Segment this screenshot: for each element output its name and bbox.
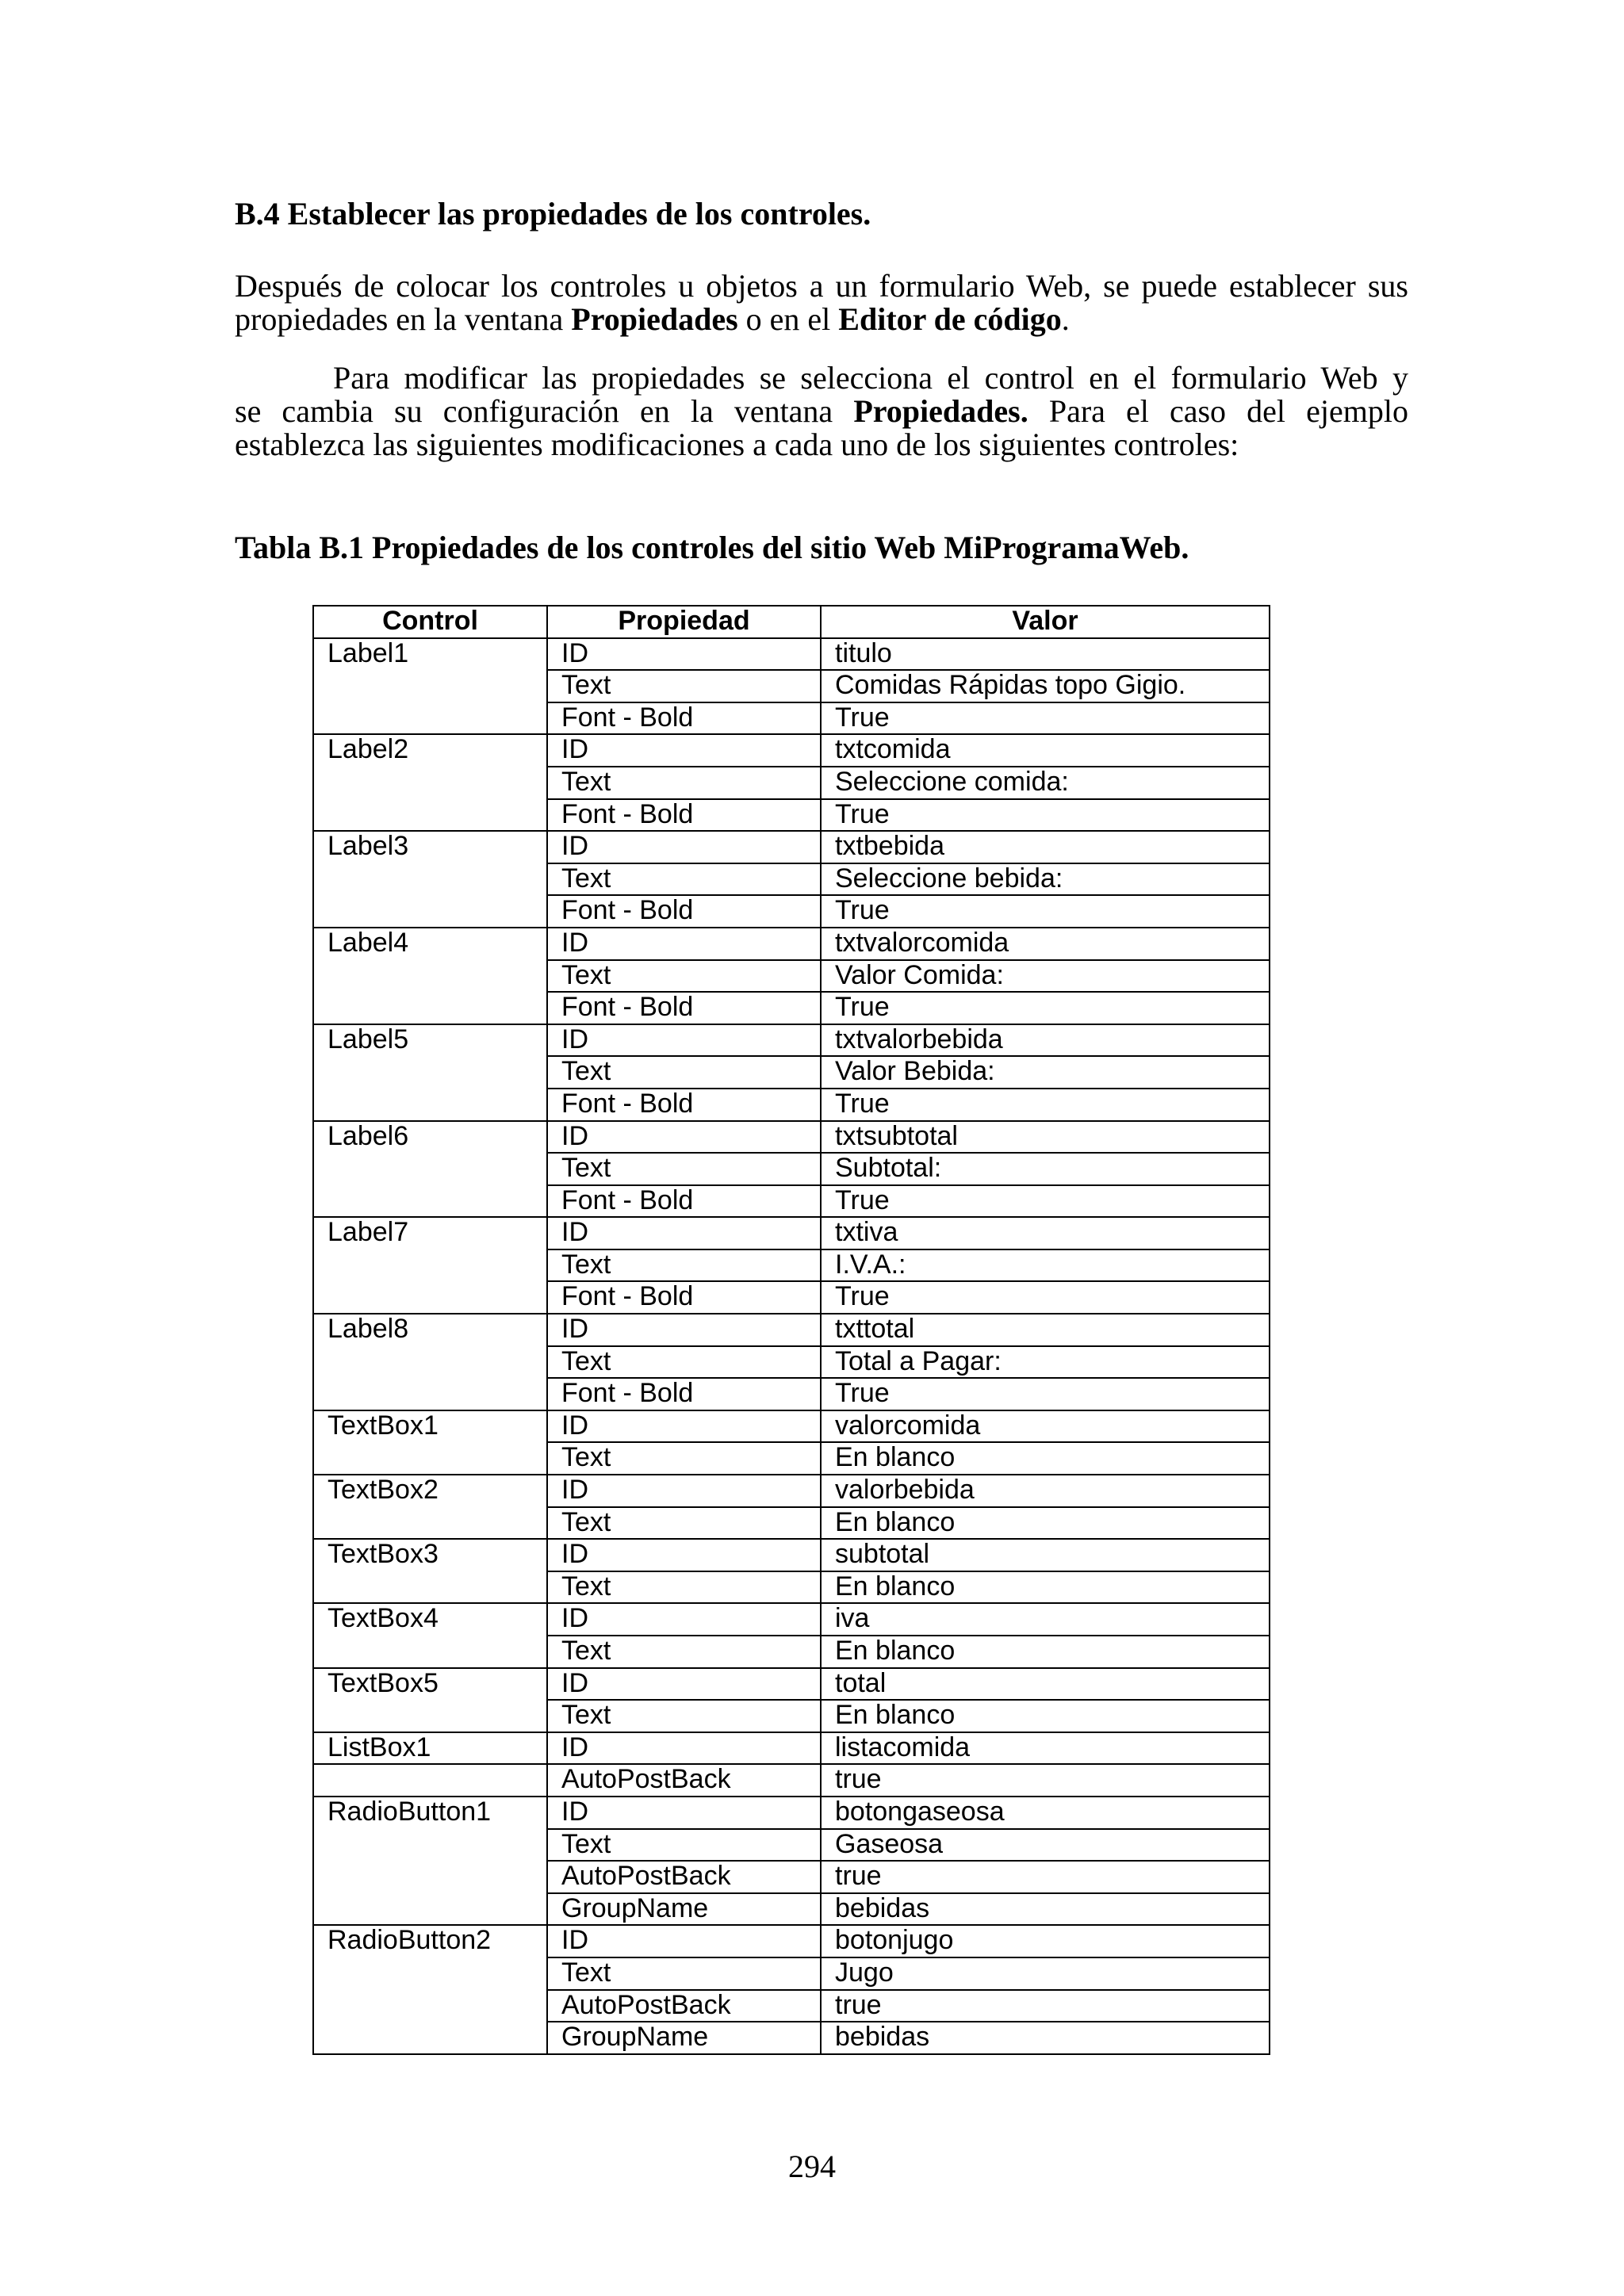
value-cell: total <box>821 1668 1270 1701</box>
table-row <box>313 1024 1270 1057</box>
propiedades-term: Propiedades. <box>853 393 1028 429</box>
value-cell: true <box>821 1764 1270 1797</box>
value-cell: True <box>821 702 1270 735</box>
table-row <box>313 1893 1270 1926</box>
property-cell: ID <box>547 1024 821 1057</box>
property-cell: ID <box>547 1668 821 1701</box>
control-cell-empty <box>313 1249 547 1282</box>
control-name-cell: ListBox1 <box>313 1732 547 1765</box>
control-name-cell: TextBox4 <box>313 1603 547 1636</box>
table-row <box>313 1668 1270 1701</box>
value-cell: True <box>821 1281 1270 1314</box>
table-row <box>313 1764 1270 1797</box>
property-cell: ID <box>547 1314 821 1346</box>
control-cell-empty <box>313 1378 547 1410</box>
table-row <box>313 1861 1270 1893</box>
control-cell-empty <box>313 670 547 702</box>
value-cell: Seleccione bebida: <box>821 863 1270 896</box>
table-row <box>313 1153 1270 1185</box>
value-cell: txttotal <box>821 1314 1270 1346</box>
property-cell: Text <box>547 1153 821 1185</box>
table-body <box>313 638 1270 2054</box>
property-cell: Text <box>547 1442 821 1475</box>
control-name-cell: RadioButton2 <box>313 1925 547 1957</box>
table-row <box>313 831 1270 863</box>
control-cell-empty <box>313 1507 547 1540</box>
value-cell: botonjugo <box>821 1925 1270 1957</box>
instruction-line-1: Para modificar las propiedades se selecciona el control en el formulario Web y <box>333 360 1408 396</box>
value-cell: Subtotal: <box>821 1153 1270 1185</box>
control-name-cell: Label2 <box>313 734 547 767</box>
control-name-cell: RadioButton1 <box>313 1797 547 1829</box>
control-name-cell: Label4 <box>313 928 547 960</box>
value-cell: Gaseosa <box>821 1829 1270 1862</box>
property-cell: Text <box>547 1957 821 1990</box>
value-cell: True <box>821 1089 1270 1121</box>
value-cell: txtsubtotal <box>821 1121 1270 1154</box>
property-cell: ID <box>547 1475 821 1507</box>
control-cell-empty <box>313 1764 547 1797</box>
control-name-cell: TextBox1 <box>313 1410 547 1443</box>
control-cell-empty <box>313 2022 547 2054</box>
property-cell: Text <box>547 1507 821 1540</box>
table-row <box>313 1410 1270 1443</box>
property-cell: Text <box>547 960 821 993</box>
header-propiedad: Propiedad <box>547 606 821 638</box>
instruction-text: Para el caso del ejemplo <box>1028 393 1409 429</box>
intro-text: . <box>1061 301 1070 337</box>
table-row <box>313 1990 1270 2022</box>
table-row <box>313 1957 1270 1990</box>
value-cell: En blanco <box>821 1507 1270 1540</box>
control-cell-empty <box>313 1056 547 1089</box>
property-cell: Font - Bold <box>547 1185 821 1218</box>
table-row <box>313 1217 1270 1249</box>
control-cell-empty <box>313 1089 547 1121</box>
property-cell: ID <box>547 831 821 863</box>
control-name-cell: TextBox2 <box>313 1475 547 1507</box>
property-cell: Font - Bold <box>547 1378 821 1410</box>
table-row <box>313 1636 1270 1668</box>
table-row <box>313 1056 1270 1089</box>
instruction-text: se cambia su configuración en la ventana <box>235 393 854 429</box>
value-cell: True <box>821 895 1270 928</box>
table-row <box>313 1378 1270 1410</box>
control-cell-empty <box>313 895 547 928</box>
value-cell: Seleccione comida: <box>821 767 1270 799</box>
control-name-cell: Label1 <box>313 638 547 671</box>
table-row <box>313 1281 1270 1314</box>
property-cell: GroupName <box>547 2022 821 2054</box>
property-cell: ID <box>547 1797 821 1829</box>
control-cell-empty <box>313 1571 547 1604</box>
control-name-cell: Label8 <box>313 1314 547 1346</box>
value-cell: subtotal <box>821 1539 1270 1571</box>
control-cell-empty <box>313 1861 547 1893</box>
value-cell: botongaseosa <box>821 1797 1270 1829</box>
property-cell: ID <box>547 1732 821 1765</box>
property-cell: Text <box>547 670 821 702</box>
value-cell: txtiva <box>821 1217 1270 1249</box>
value-cell: Valor Bebida: <box>821 1056 1270 1089</box>
property-cell: Text <box>547 1249 821 1282</box>
table-row <box>313 863 1270 896</box>
instruction-line-3: establezca las siguientes modificaciones a cada uno de los siguientes controles: <box>235 427 1239 462</box>
value-cell: valorbebida <box>821 1475 1270 1507</box>
property-cell: Font - Bold <box>547 702 821 735</box>
property-cell: ID <box>547 1410 821 1443</box>
property-cell: Text <box>547 767 821 799</box>
control-cell-empty <box>313 1153 547 1185</box>
table-row <box>313 992 1270 1024</box>
table-row <box>313 1185 1270 1218</box>
property-cell: Text <box>547 1056 821 1089</box>
page-number: 294 <box>788 2149 836 2184</box>
value-cell: titulo <box>821 638 1270 671</box>
table-row <box>313 638 1270 671</box>
table-caption: Tabla B.1 Propiedades de los controles del sitio Web MiProgramaWeb. <box>235 530 1189 565</box>
property-cell: AutoPostBack <box>547 1764 821 1797</box>
control-name-cell: TextBox5 <box>313 1668 547 1701</box>
control-name-cell: Label3 <box>313 831 547 863</box>
control-cell-empty <box>313 1636 547 1668</box>
property-cell: AutoPostBack <box>547 1861 821 1893</box>
property-cell: Text <box>547 863 821 896</box>
intro-text: o en el <box>737 301 839 337</box>
value-cell: En blanco <box>821 1442 1270 1475</box>
property-cell: ID <box>547 1217 821 1249</box>
value-cell: valorcomida <box>821 1410 1270 1443</box>
editor-term: Editor de código <box>838 301 1062 337</box>
table-row <box>313 702 1270 735</box>
control-name-cell: Label6 <box>313 1121 547 1154</box>
header-control: Control <box>313 606 547 638</box>
control-name-cell: Label7 <box>313 1217 547 1249</box>
table-row <box>313 1121 1270 1154</box>
control-cell-empty <box>313 1990 547 2022</box>
table-row <box>313 1603 1270 1636</box>
intro-paragraph <box>235 270 1408 336</box>
property-cell: Font - Bold <box>547 799 821 832</box>
intro-line-1: Después de colocar los controles u objetos a un formulario Web, se puede establecer sus <box>235 268 1408 304</box>
value-cell: True <box>821 1378 1270 1410</box>
control-cell-empty <box>313 1829 547 1862</box>
value-cell: En blanco <box>821 1571 1270 1604</box>
property-cell: Font - Bold <box>547 895 821 928</box>
value-cell: txtvalorbebida <box>821 1024 1270 1057</box>
table-row <box>313 1507 1270 1540</box>
value-cell: bebidas <box>821 1893 1270 1926</box>
table-row <box>313 1829 1270 1862</box>
intro-line-2 <box>235 303 1408 336</box>
table-row <box>313 799 1270 832</box>
value-cell: true <box>821 1990 1270 2022</box>
table-row <box>313 1346 1270 1379</box>
control-name-cell: Label5 <box>313 1024 547 1057</box>
table-row <box>313 1249 1270 1282</box>
value-cell: iva <box>821 1603 1270 1636</box>
control-cell-empty <box>313 1281 547 1314</box>
table-row <box>313 928 1270 960</box>
property-cell: AutoPostBack <box>547 1990 821 2022</box>
table-row <box>313 1089 1270 1121</box>
property-cell: ID <box>547 1121 821 1154</box>
control-cell-empty <box>313 1957 547 1990</box>
control-cell-empty <box>313 702 547 735</box>
instruction-line-2 <box>235 395 1408 428</box>
propiedades-term: Propiedades <box>571 301 738 337</box>
table-row <box>313 767 1270 799</box>
value-cell: Comidas Rápidas topo Gigio. <box>821 670 1270 702</box>
value-cell: I.V.A.: <box>821 1249 1270 1282</box>
intro-text: propiedades en la ventana <box>235 301 572 337</box>
table-row <box>313 960 1270 993</box>
value-cell: true <box>821 1861 1270 1893</box>
value-cell: True <box>821 799 1270 832</box>
table-row <box>313 1442 1270 1475</box>
value-cell: Jugo <box>821 1957 1270 1990</box>
value-cell: En blanco <box>821 1700 1270 1732</box>
table-row <box>313 895 1270 928</box>
value-cell: True <box>821 1185 1270 1218</box>
value-cell: Total a Pagar: <box>821 1346 1270 1379</box>
property-cell: ID <box>547 928 821 960</box>
table-header-row <box>313 606 1270 638</box>
value-cell: txtcomida <box>821 734 1270 767</box>
property-cell: GroupName <box>547 1893 821 1926</box>
property-cell: Text <box>547 1636 821 1668</box>
table-row <box>313 734 1270 767</box>
control-cell-empty <box>313 799 547 832</box>
value-cell: bebidas <box>821 2022 1270 2054</box>
control-cell-empty <box>313 1700 547 1732</box>
property-cell: Font - Bold <box>547 1089 821 1121</box>
property-cell: Font - Bold <box>547 992 821 1024</box>
property-cell: Text <box>547 1829 821 1862</box>
property-cell: ID <box>547 1603 821 1636</box>
value-cell: Valor Comida: <box>821 960 1270 993</box>
property-cell: Font - Bold <box>547 1281 821 1314</box>
control-name-cell: TextBox3 <box>313 1539 547 1571</box>
table-row <box>313 1571 1270 1604</box>
property-cell: ID <box>547 1539 821 1571</box>
property-cell: ID <box>547 734 821 767</box>
property-cell: ID <box>547 638 821 671</box>
table-row <box>313 1314 1270 1346</box>
table-row <box>313 1700 1270 1732</box>
property-cell: ID <box>547 1925 821 1957</box>
property-cell: Text <box>547 1346 821 1379</box>
value-cell: txtbebida <box>821 831 1270 863</box>
control-cell-empty <box>313 863 547 896</box>
table-row <box>313 670 1270 702</box>
value-cell: True <box>821 992 1270 1024</box>
control-cell-empty <box>313 1893 547 1926</box>
value-cell: txtvalorcomida <box>821 928 1270 960</box>
value-cell: listacomida <box>821 1732 1270 1765</box>
property-cell: Text <box>547 1700 821 1732</box>
control-cell-empty <box>313 960 547 993</box>
properties-table <box>312 605 1270 2055</box>
table-row <box>313 1732 1270 1765</box>
table-row <box>313 1797 1270 1829</box>
section-heading: B.4 Establecer las propiedades de los controles. <box>235 196 871 232</box>
table-row <box>313 1475 1270 1507</box>
control-cell-empty <box>313 767 547 799</box>
control-cell-empty <box>313 1185 547 1218</box>
value-cell: En blanco <box>821 1636 1270 1668</box>
table-row <box>313 1925 1270 1957</box>
header-valor: Valor <box>821 606 1270 638</box>
control-cell-empty <box>313 1442 547 1475</box>
table-row <box>313 1539 1270 1571</box>
control-cell-empty <box>313 1346 547 1379</box>
table-row <box>313 2022 1270 2054</box>
instruction-paragraph <box>235 362 1408 461</box>
control-cell-empty <box>313 992 547 1024</box>
property-cell: Text <box>547 1571 821 1604</box>
